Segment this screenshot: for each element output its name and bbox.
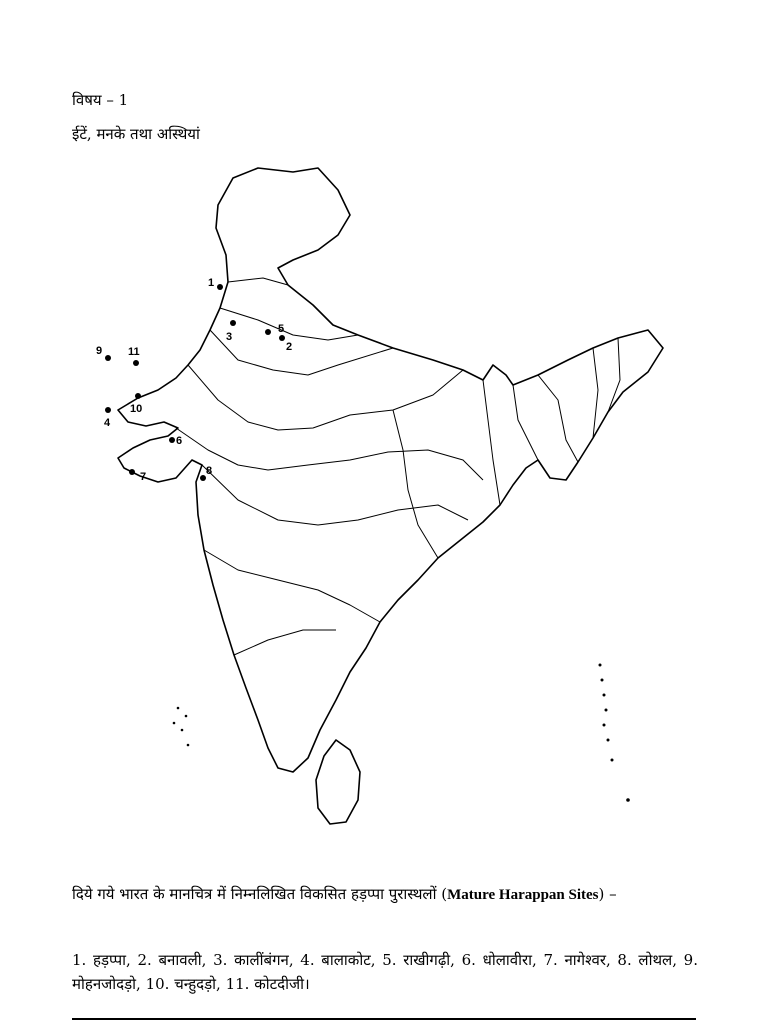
- india-boundary: [118, 168, 663, 772]
- instruction-suffix: ) –: [598, 885, 617, 903]
- site-marker-9: [105, 355, 111, 361]
- site-label-9: 9: [96, 345, 103, 357]
- instruction-english-term: Mature Harappan Sites: [447, 887, 599, 903]
- site-marker-4: [105, 407, 111, 413]
- site-marker-6: [169, 437, 175, 443]
- site-label-11: 11: [128, 346, 140, 358]
- india-outline-map: [88, 160, 678, 830]
- map-instruction: [72, 882, 698, 907]
- site-marker-1: [217, 284, 223, 290]
- site-label-3: 3: [226, 331, 233, 343]
- site-marker-10: [135, 393, 141, 399]
- sri-lanka-outline: [316, 740, 360, 824]
- site-marker-2: [279, 335, 285, 341]
- site-label-7: 7: [140, 471, 147, 483]
- instruction-prefix: दिये गये भारत के मानचित्र में निम्नलिखित विकसित हड़प्पा पुरास्थलों (: [72, 885, 448, 903]
- site-label-4: 4: [104, 417, 111, 429]
- state-boundaries: [176, 278, 620, 655]
- site-list: 1. हड़प्पा, 2. बनावली, 3. कालींबंगन, 4. बालाकोट, 5. राखीगढ़ी, 6. धोलावीरा, 7. नागेश्वर, 8. लोथल, 9. मोहनजोदड़ो, 10. चन्हुदड़ो, 11. कोटदीजी।: [72, 951, 698, 993]
- site-label-1: 1: [208, 277, 215, 289]
- site-label-10: 10: [130, 403, 143, 415]
- site-label-5: 5: [278, 323, 285, 335]
- site-marker-3: [230, 320, 236, 326]
- site-label-6: 6: [176, 435, 183, 447]
- site-marker-7: [129, 469, 135, 475]
- site-label-2: 2: [286, 341, 293, 353]
- site-label-8: 8: [206, 465, 213, 477]
- site-marker-5: [265, 329, 271, 335]
- subject-title: विषय – 1: [72, 91, 129, 109]
- site-marker-11: [133, 360, 139, 366]
- topic-heading: ईटें, मनके तथा अस्थियां: [72, 125, 200, 143]
- footer-rule: [72, 1018, 696, 1020]
